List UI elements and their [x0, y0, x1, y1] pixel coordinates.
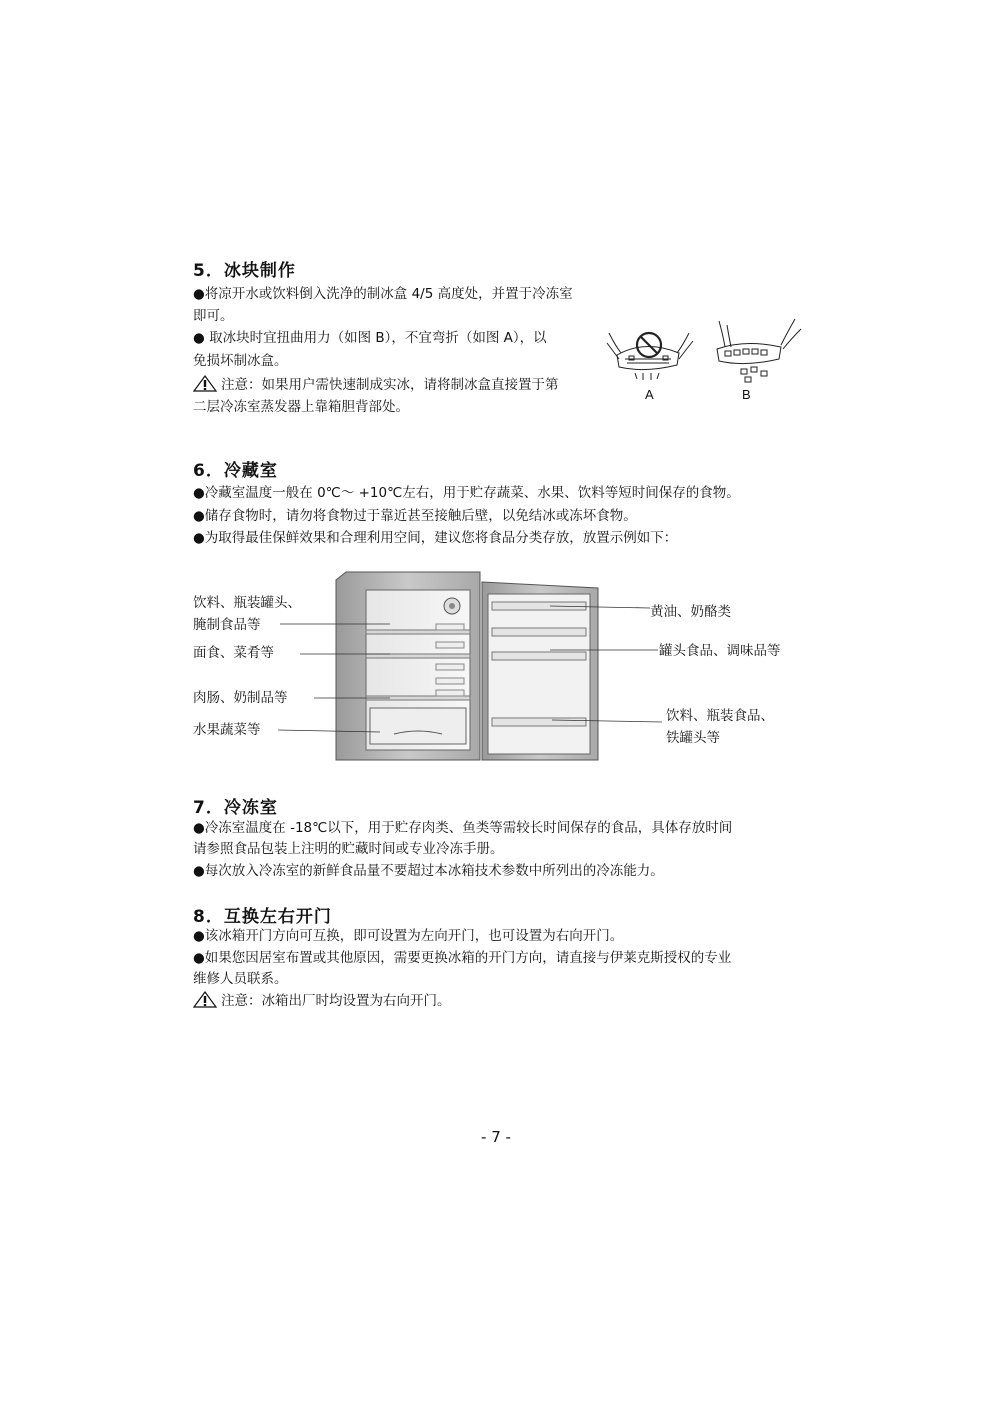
label-fruit-veg: 水果蔬菜等: [193, 722, 261, 738]
s7-para-2: ●每次放入冷冻室的新鲜食品量不要超过本冰箱技术参数中所列出的冷冻能力。: [193, 863, 664, 879]
crisper-drawer: [370, 708, 466, 744]
label-noodles-dishes: 面食、菜肴等: [193, 645, 274, 661]
s5-para-2a: ● 取冰块时宜扭曲用力（如图 B），不宜弯折（如图 A），以: [193, 330, 547, 346]
s6-para-3: ●为取得最佳保鲜效果和合理利用空间，建议您将食品分类存放，放置示例如下：: [193, 530, 678, 546]
s8-para-2b: 维修人员联系。: [193, 971, 288, 987]
warning-icon: [193, 991, 217, 1008]
s8-para-1: ●该冰箱开门方向可互换，即可设置为左向开门，也可设置为右向开门。: [193, 928, 624, 944]
label-tin-cans: 铁罐头等: [666, 730, 720, 746]
s7-para-1b: 请参照食品包装上注明的贮藏时间或专业冷冻手册。: [193, 841, 504, 857]
s5-para-1b: 即可。: [193, 308, 234, 324]
page-number: - 7 -: [481, 1128, 511, 1146]
section-8-title: 8．互换左右开门: [193, 907, 332, 927]
section-5-title: 5．冰块制作: [193, 261, 296, 281]
s5-para-1a: ●将凉开水或饮料倒入洗净的制冰盒 4/5 高度处，并置于冷冻室: [193, 286, 573, 302]
warning-icon: [193, 375, 217, 392]
s7-para-1a: ●冷冻室温度在 -18℃以下，用于贮存肉类、鱼类等需较长时间保存的食品，具体存放时间: [193, 820, 733, 836]
s5-note: [193, 374, 559, 396]
s5-para-2b: 免损坏制冰盒。: [193, 353, 288, 369]
label-sausage-dairy: 肉肠、奶制品等: [193, 690, 288, 706]
label-canned-seasoning: 罐头食品、调味品等: [659, 643, 781, 659]
section-7-title: 7．冷冻室: [193, 798, 278, 818]
s5-note-text: 注意：如果用户需快速制成实冰，请将制冰盒直接置于第: [221, 377, 559, 393]
ice-tray-bend-figure: [607, 333, 693, 380]
shelf-2: [366, 654, 470, 658]
s8-note: [193, 990, 451, 1012]
s6-para-2: ●储存食物时，请勿将食物过于靠近甚至接触后壁，以免结冰或冻坏食物。: [193, 508, 637, 524]
s5-note-b: 二层冷冻室蒸发器上靠箱胆背部处。: [193, 399, 409, 415]
figure-label-a: A: [645, 387, 654, 402]
ice-tray-twist-figure: [717, 319, 801, 382]
ice-tray-figures: [605, 313, 805, 405]
figure-label-b: B: [742, 387, 751, 402]
shelf-1: [366, 630, 470, 634]
label-pickled-food: 腌制食品等: [193, 617, 261, 633]
door-liner: [488, 594, 590, 754]
s8-para-2a: ●如果您因居室布置或其他原因，需要更换冰箱的开门方向，请直接与伊莱克斯授权的专业: [193, 950, 732, 966]
s6-para-1: ●冷藏室温度一般在 0℃～ +10℃左右，用于贮存蔬菜、水果、饮料等短时间保存的食物。: [193, 485, 740, 501]
label-bottled-food: 饮料、瓶装食品、: [666, 708, 774, 724]
section-6-title: 6．冷藏室: [193, 461, 278, 481]
label-beverages-cans: 饮料、瓶装罐头、: [193, 595, 301, 611]
label-butter-cheese: 黄油、奶酪类: [650, 604, 731, 620]
s8-note-text: 注意：冰箱出厂时均设置为右向开门。: [221, 993, 451, 1009]
refrigerator-diagram: [270, 568, 810, 764]
